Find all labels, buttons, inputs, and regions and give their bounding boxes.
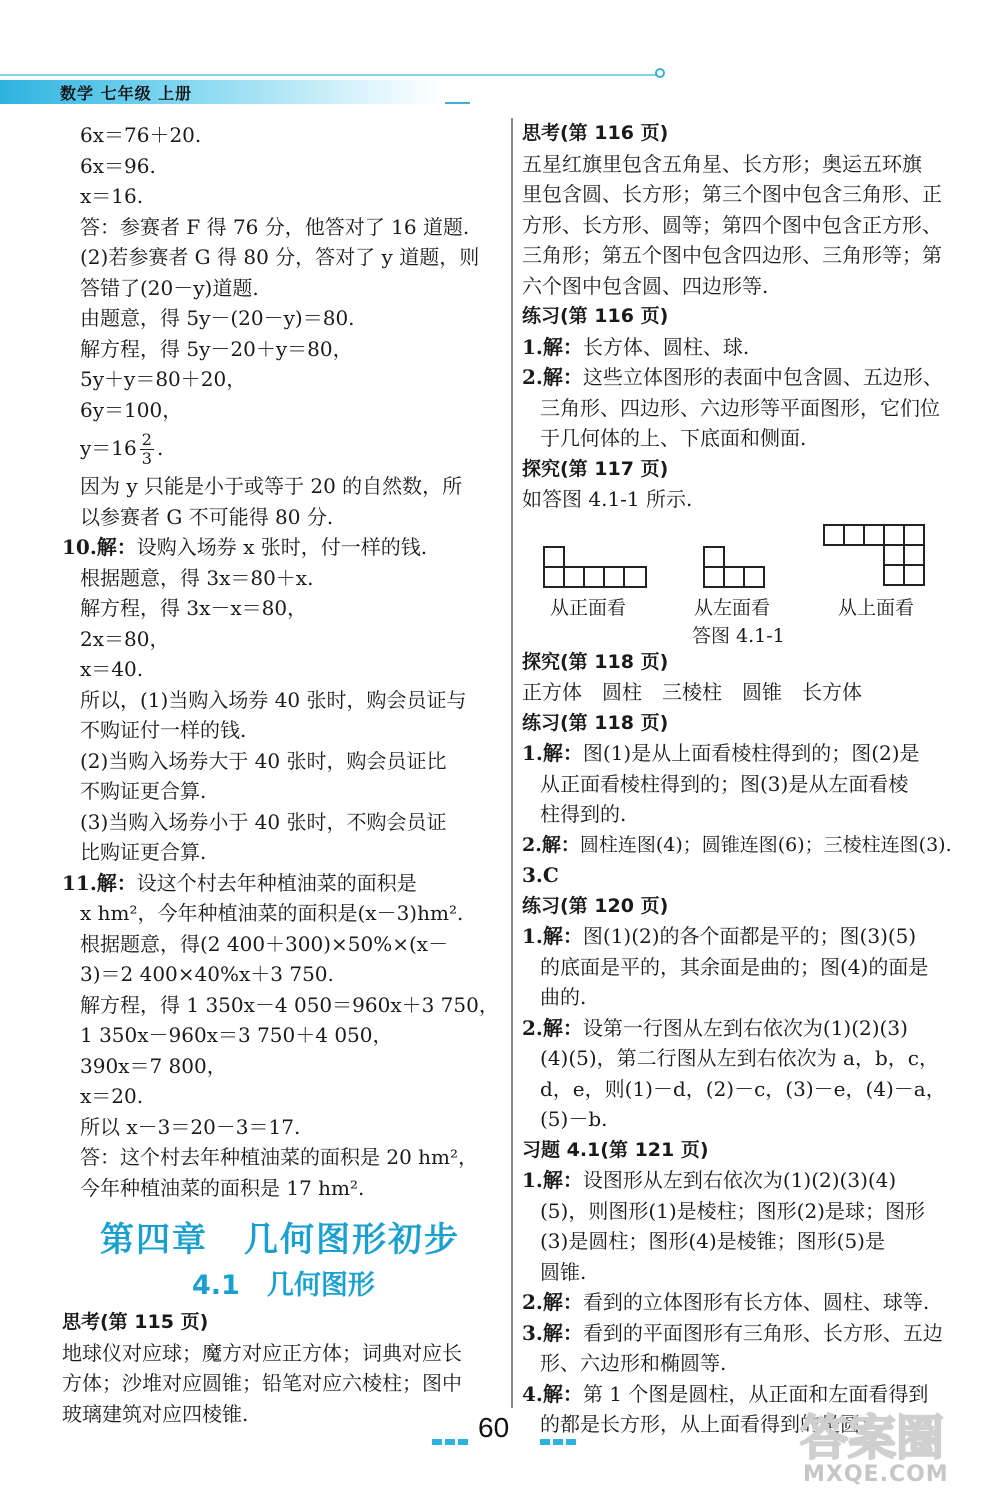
- question-number: 1.解：: [522, 1168, 583, 1192]
- text-line: 方形、长方形、圆等；第四个图中包含正方形、: [522, 212, 942, 237]
- left-view-cell: [724, 567, 744, 587]
- text-line: 三角形；第五个图中包含四边形、三角形等；第: [522, 243, 942, 267]
- text-line: 设第一行图从左到右依次为(1)(2)(3): [582, 1015, 908, 1040]
- top-view-cell: [904, 545, 924, 565]
- text-line: (2)当购入场券大于 40 张时，购会员证比: [80, 748, 447, 773]
- exercise-118-heading: 练习(第 118 页): [522, 711, 669, 734]
- header-rule-short: [445, 102, 470, 104]
- think-116-heading: 思考(第 116 页): [522, 122, 669, 144]
- watermark-brand: 答案圈: [800, 1410, 945, 1466]
- text-line: 设图形从左到右依次为(1)(2)(3)(4): [582, 1168, 897, 1192]
- text-line: 由题意，得 5y－(20－y)＝80.: [80, 306, 355, 330]
- front-view-cell: [564, 567, 584, 587]
- text-line: 设这个村去年种植油菜的面积是: [136, 870, 417, 895]
- homework-q2: [522, 1287, 972, 1318]
- left-view-cell: [704, 567, 724, 587]
- section-title: 4.1 几何图形: [192, 1270, 375, 1301]
- text-line: 答：参赛者 F 得 76 分，他答对了 16 道题.: [80, 214, 470, 239]
- text-line: 以参赛者 G 不可能得 80 分.: [80, 504, 334, 529]
- top-view-caption: 从上面看: [838, 596, 915, 619]
- text-line: 比购证更合算.: [80, 840, 207, 864]
- top-view-cell: [884, 565, 904, 585]
- text-line: 解方程，得 3x－x＝80，: [80, 596, 308, 620]
- question-number: 11.解：: [62, 870, 137, 895]
- top-view-cell: [844, 525, 864, 545]
- text-line: 长方体、圆柱、球.: [582, 334, 750, 359]
- exercise-118-q2: [522, 830, 972, 861]
- text-line: 3)＝2 400×40%x＋3 750.: [80, 962, 334, 986]
- exercise-118-q1: [522, 738, 972, 769]
- front-view-cell: [544, 547, 564, 567]
- text-line: 的底面是平的，其余面是曲的；图(4)的面是: [540, 954, 929, 979]
- text-line: 5y＋y＝80＋20，: [80, 367, 247, 391]
- text-line: x hm²，今年种植油菜的面积是(x－3)hm².: [80, 901, 464, 925]
- text-line: 图(1)(2)的各个面都是平的；图(3)(5): [582, 924, 917, 948]
- figure-4-1-1: [522, 521, 972, 647]
- front-view-cell: [584, 567, 604, 587]
- exercise-116-q1: [522, 332, 972, 363]
- text-line: 看到的立体图形有长方体、圆柱、球等.: [582, 1290, 930, 1314]
- homework-121-heading: 习题 4.1(第 121 页): [522, 1138, 709, 1161]
- text-line: 里包含圆、长方形；第三个图中包含三角形、正: [522, 182, 942, 206]
- exercise-120-q1: [522, 921, 972, 952]
- question-number: 1.解：: [522, 334, 583, 359]
- fraction-numerator: 2: [141, 430, 152, 449]
- front-view-cell: [624, 567, 646, 587]
- text-line: 柱得到的.: [540, 802, 627, 826]
- text-line: 所以，(1)当购入场券 40 张时，购会员证与: [80, 687, 467, 712]
- column-divider: [511, 118, 513, 1408]
- text-line: x＝20.: [80, 1084, 144, 1108]
- chapter-title: 第四章 几何图形初步: [100, 1220, 460, 1260]
- text-line: 形、六边形和椭圆等.: [540, 1351, 727, 1375]
- question-number: 2.解：: [522, 1015, 583, 1040]
- text-line: 如答图 4.1-1 所示.: [522, 487, 693, 511]
- text-line: 6y＝100，: [80, 397, 183, 422]
- text-line: (4)(5)，第二行图从左到右依次为 a，b，c，: [540, 1046, 939, 1070]
- text-line: (2)若参赛者 G 得 80 分，答对了 y 道题，则: [80, 245, 480, 269]
- text-line: (5)－b.: [540, 1107, 608, 1131]
- top-view-cell: [884, 525, 904, 545]
- fraction-prefix: y＝16: [80, 436, 137, 460]
- text-line: x＝40.: [80, 657, 144, 681]
- text-line: x＝16.: [80, 184, 144, 208]
- text-line: 圆锥.: [540, 1259, 587, 1284]
- text-line: 这些立体图形的表面中包含圆、五边形、: [582, 365, 943, 389]
- text-line: 解方程，得 1 350x－4 050＝960x＋3 750，: [80, 992, 499, 1017]
- text-line: 正方体 圆柱 三棱柱 圆锥 长方体: [522, 680, 862, 704]
- text-line: 390x＝7 800，: [80, 1053, 227, 1078]
- left-column: [62, 120, 502, 1429]
- fraction: [140, 431, 154, 468]
- text-line: (3)是圆柱；图形(4)是棱锥；图形(5)是: [540, 1229, 885, 1253]
- front-view-caption: 从正面看: [550, 596, 627, 619]
- left-view-cell: [704, 547, 724, 567]
- text-line: 看到的平面图形有三角形、长方形、五边: [582, 1320, 943, 1345]
- text-line: 1 350x－960x＝3 750＋4 050，: [80, 1023, 393, 1047]
- question-number: 2.解：: [522, 1290, 583, 1314]
- question-number: 4.解：: [522, 1381, 583, 1406]
- text-line: 答：这个村去年种植油菜的面积是 20 hm²，: [80, 1145, 479, 1169]
- text-line: 图(1)是从上面看棱柱得到的；图(2)是: [582, 741, 920, 765]
- question-number: 2.解：: [522, 833, 580, 856]
- text-line: 根据题意，得(2 400＋300)×50%×(x－: [80, 931, 449, 956]
- text-line: 所以 x－3＝20－3＝17.: [80, 1114, 301, 1139]
- text-line: 解方程，得 5y－20＋y＝80，: [80, 336, 353, 361]
- top-view-cell: [824, 525, 844, 545]
- book-title: 数学 七年级 上册: [60, 84, 193, 103]
- text-line: 答错了(20－y)道题.: [80, 275, 259, 300]
- header-rule: [0, 74, 660, 76]
- text-line: d，e，则(1)－d，(2)－c，(3)－e，(4)－a，: [540, 1076, 946, 1101]
- text-line: 地球仪对应球；魔方对应正方体；词典对应长: [62, 1340, 462, 1365]
- text-line: 圆柱连图(4)；圆锥连图(6)；三棱柱连图(3).: [579, 833, 952, 856]
- explore-117-heading: 探究(第 117 页): [522, 457, 669, 480]
- text-line: 于几何体的上、下底面和侧面.: [540, 426, 807, 450]
- question-number: 2.解：: [522, 365, 583, 389]
- exercise-120-heading: 练习(第 120 页): [522, 894, 669, 917]
- exercise-120-q2: [522, 1013, 972, 1044]
- text-line: 的都是长方形，从上面看得到的是圆；: [540, 1412, 880, 1436]
- footer-dots-left: [432, 1430, 471, 1449]
- text-line: 五星红旗里包含五角星、长方形；奥运五环旗: [522, 151, 922, 176]
- figure-label: 答图 4.1-1: [692, 624, 785, 647]
- text-line: 今年种植油菜的面积是 17 hm².: [80, 1175, 365, 1200]
- front-view-cell: [544, 567, 564, 587]
- question-10: [62, 532, 502, 563]
- left-view-cell: [744, 567, 764, 587]
- fraction-line: [62, 425, 502, 471]
- text-line: 根据题意，得 3x＝80＋x.: [80, 565, 314, 590]
- top-view-cell: [884, 545, 904, 565]
- text-line: 玻璃建筑对应四棱锥.: [62, 1401, 249, 1426]
- exercise-118-q3: 3.C: [522, 863, 559, 887]
- fraction-denominator: 3: [141, 449, 152, 468]
- text-line: 2x＝80，: [80, 626, 170, 651]
- text-line: 6x＝76＋20.: [80, 123, 202, 147]
- text-line: 不购证付一样的钱.: [80, 718, 247, 742]
- text-line: 曲的.: [540, 985, 587, 1009]
- top-view-cell: [864, 525, 884, 545]
- watermark-site: MXQE.COM: [803, 1462, 949, 1487]
- question-number: 1.解：: [522, 924, 583, 948]
- header-dot: [655, 68, 665, 78]
- right-column: [522, 118, 972, 1440]
- text-line: 不购证更合算.: [80, 779, 207, 803]
- fraction-suffix: .: [156, 436, 164, 460]
- text-line: 六个图中包含圆、四边形等.: [522, 273, 769, 298]
- top-view-cell: [904, 525, 924, 545]
- text-line: (3)当购入场券小于 40 张时，不购会员证: [80, 809, 447, 834]
- front-view-cell: [604, 567, 624, 587]
- text-line: 从正面看棱柱得到的；图(3)是从左面看棱: [540, 771, 909, 796]
- homework-q3: [522, 1318, 972, 1349]
- text-line: 三角形、四边形、六边形等平面图形，它们位: [540, 395, 940, 420]
- explore-118-heading: 探究(第 118 页): [522, 650, 669, 673]
- exercise-116-heading: 练习(第 116 页): [522, 305, 669, 327]
- text-line: 第 1 个图是圆柱，从正面和左面看得到: [582, 1381, 929, 1406]
- question-11: [62, 868, 502, 899]
- question-number: 10.解：: [62, 535, 137, 559]
- question-number: 1.解：: [522, 741, 583, 765]
- text-line: 因为 y 只能是小于或等于 20 的自然数，所: [80, 474, 463, 498]
- exercise-116-q2: [522, 362, 972, 393]
- question-number: 3.解：: [522, 1320, 583, 1345]
- text-line: 6x＝96.: [80, 153, 156, 178]
- left-view-caption: 从左面看: [694, 596, 771, 619]
- text-line: (5)，则图形(1)是棱柱；图形(2)是球；图形: [540, 1198, 925, 1223]
- footer-dots-right: [540, 1430, 579, 1449]
- homework-q1: [522, 1165, 972, 1196]
- page-header: [0, 62, 1000, 112]
- top-view-cell: [904, 565, 924, 585]
- text-line: 设购入场券 x 张时，付一样的钱.: [136, 535, 428, 559]
- page-number: 60: [478, 1412, 510, 1443]
- think-115-heading: 思考(第 115 页): [62, 1311, 209, 1333]
- text-line: 方体；沙堆对应圆锥；铅笔对应六棱柱；图中: [62, 1371, 462, 1395]
